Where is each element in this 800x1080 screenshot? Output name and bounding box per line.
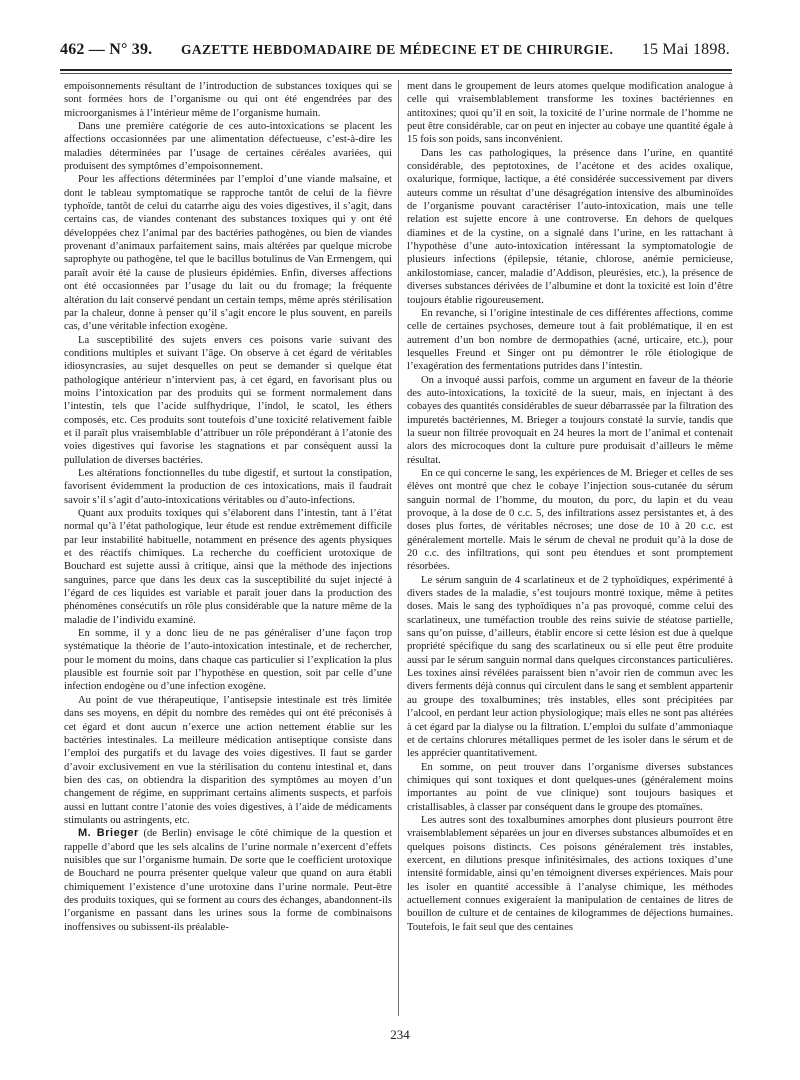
- page-number: 462 — N° 39.: [60, 41, 153, 58]
- paragraph-text: (de Berlin) envisage le côté chimique de la question et rappelle d’abord que les sels alcalins de l’urine normale n’exercent d’effets nuisibles que sur l’organisme humain. De sorte que le coefficient urotoxique de Bouchard ne pourra présenter quelque valeur que quand on aura établi chimiquement l’existence d’une urotoxine dans l’urine normale. Peut-être des produits toxiques, qui se forment au cours des échanges, abandonnent-ils l’organisme en passant dans les urines sous la forme de combinaisons inoffensives ou subissent-ils préalable-: [64, 828, 392, 933]
- paragraph: En ce qui concerne le sang, les expériences de M. Brieger et celles de ses élèves ont montré que chez le cobaye l’injection sous-cutanée du sérum sanguin normal de l’homme, du mouton, du porc, du lapin et du veau provoque, à la dose de 0 c.c. 5, des infiltrations assez persistantes et, à des doses plus fortes, de véritables nécroses; une dose de 10 à 20 c.c. est généralement mortelle. Mais le sérum de cheval ne produit qu’à la dose de 20 c.c. des infiltrations, qui sont peu étendues et sont promptement résorbées.: [407, 467, 733, 573]
- paragraph: Quant aux produits toxiques qui s’élaborent dans l’intestin, tant à l’état normal qu’à l’état pathologique, leur étude est rendue extrêmement difficile par leur instabilité habituelle, notamment en présence des agents physiques et des réactifs chimiques. La recherche du coefficient urotoxique de Bouchard est sujette aussi à critique, ainsi que la méthode des injections sanguines, parce que dans les deux cas la susceptibilité du sujet injecté à l’égard de ces liquides est variable et paraît jouer dans la production des phénomènes consécutifs un rôle plus considérable que la nature même de la maladie de l’individu examiné.: [64, 508, 392, 626]
- paragraph-brieger: [64, 827, 392, 934]
- running-head: [60, 41, 730, 67]
- header-rule-thin: [60, 73, 732, 74]
- paragraph: La susceptibilité des sujets envers ces poisons varie suivant des conditions multiples et suivant l’âge. On observe à cet égard de véritables idiosyncrasies, au sujet desquelles on peut se demander si quelque état pathologique antérieur n’intervient pas, à cet égard, en favorisant plus ou moins l’intoxication par des produits qui se forment normalement dans l’intestin, tels que l’acide sulfhydrique, l’indol, le scatol, les éthers composés, etc. Ces produits sont toutefois d’une toxicité relativement faible et il paraît plus vraisemblable d’attribuer un rôle prépondérant à l’atonie des voies digestives qui favorise les stagnations et par conséquent aussi la pullulation de diverses bactéries.: [64, 334, 392, 466]
- journal-title: GAZETTE HEBDOMADAIRE DE MÉDECINE ET DE CHIRURGIE.: [180, 42, 614, 57]
- paragraph: En somme, on peut trouver dans l’organisme diverses substances chimiques qui sont toxiques et dont quelques-unes (généralement moins importantes au point de vue clinique) sont toujours basiques et cristallisables, à classer par conséquent dans le groupe des ptomaïnes.: [407, 761, 733, 813]
- paragraph: En revanche, si l’origine intestinale de ces différentes affections, comme celle de certaines psychoses, demeure tout à fait problématique, il en est autrement d’un bon nombre de dermopathies (acné, urticaire, etc.), pour lesquelles Freund et Singer ont pu démontrer le rôle étiologique de l’exagération des fermentations putrides dans l’intestin.: [407, 307, 733, 373]
- header-rule: [60, 69, 732, 71]
- issue-date: 15 Mai 1898.: [641, 41, 730, 58]
- paragraph: Au point de vue thérapeutique, l’antisepsie intestinale est très limitée dans ses moyens, en dépit du nombre des remèdes qui ont été préconisés à cet égard et dont aucun n’exerce une action nettement établie sur les bactéries intestinales. La meilleure médication antiseptique consiste dans l’emploi des purgatifs et du lavage des voies digestives. Il faut se garder d’avoir exclusivement en vue la stérilisation du contenu intestinal et, dans bien des cas, on obtiendra la disparition des symptômes au moyen d’un changement de régime, en supprimant certains aliments suspects, et parfois aussi en luttant contre l’atonie des voies digestives, à l’aide de médicaments stimulants ou astringents, etc.: [64, 694, 392, 826]
- speaker-name: M. Brieger: [78, 827, 139, 840]
- right-column: [407, 80, 733, 1014]
- paragraph: Les altérations fonctionnelles du tube digestif, et surtout la constipation, favorisent évidemment la production de ces intoxications, mais il faudrait savoir s’il s’agit d’auto-intoxications véritables ou d’auto-infections.: [64, 467, 392, 506]
- folio-number: 234: [390, 1027, 410, 1042]
- paragraph: En somme, il y a donc lieu de ne pas généraliser d’une façon trop systématique la théorie de l’auto-intoxication intestinale, et de rechercher, pour le moment du moins, dans chaque cas particulier si l’explication la plus plausible est fournie soit par l’hypothèse en question, soit par celle d’une infection endogène ou d’une infection exogène.: [64, 628, 392, 693]
- paragraph: On a invoqué aussi parfois, comme un argument en faveur de la théorie des auto-intoxications, la toxicité de la sueur, mais, en injectant à des cobayes des quantités considérables de sueur débarrassée par la filtration des impuretés bactériennes, M. Brieger a toujours constaté la survie, tandis que la sueur non filtrée provoquait en 24 heures la mort de l’animal et contenait alors des microcoques dont la culture pure produisait d’ailleurs le même résultat.: [407, 374, 733, 466]
- column-divider: [398, 80, 399, 1016]
- paragraph: Les autres sont des toxalbumines amorphes dont plusieurs pourront être vraisemblablement séparées un jour en diverses substances albumoïdes et en quelques poisons distincts. Ces poisons généralement très instables, exercent, en dilutions presque infinitésimales, des actions toxiques d’une intensité formidable, ainsi qu’en témoignent diverses expériences. Mais pour les isoler en quantité accessible à l’analyse chimique, les méthodes actuellement connues exigeraient la manipulation de centaines de litres de bouillon de culture et de centaines de kilogrammes de déjections humaines. Toutefois, le fait seul que des centaines: [407, 814, 733, 933]
- paragraph: Le sérum sanguin de 4 scarlatineux et de 2 typhoïdiques, expérimenté à divers stades de la maladie, s’est toujours montré toxique, même à petites doses. Mais le sang des typhoïdiques n’a pas provoqué, comme celui des scarlatineux, une tuméfaction trouble des reins suivie de stéatose partielle, sans qu’on puisse, d’ailleurs, établir encore si cette lésion est due à quelque propriété spécifique du sang des scarlatineux ou si elle peut être produite aussi par le sérum sanguin normal dans quelques circonstances particulières. Les toxines ainsi révélées paraissent bien n’avoir rien de commun avec les divers ferments déjà connus qui circulent dans le sang et semblent appartenir au groupe des toxalbumines; très instables, elles sont précipitées par l’alcool, en perdant leur action physiologique; mais elles ne sont pas altérées à cet égard par la dialyse ou la filtration. L’emploi du sulfate d’ammoniaque et de certains chlorures métalliques permet de les isoler dans le sérum et de les apprécier quantitativement.: [407, 574, 733, 760]
- paragraph: Dans une première catégorie de ces auto-intoxications se placent les affections occasionnées par une alimentation défectueuse, c’est-à-dire les maladies déterminées par l’usage de certaines céréales avariées, qui produisent des symptômes d’empoisonnement.: [64, 121, 392, 173]
- paragraph: Dans les cas pathologiques, la présence dans l’urine, en quantité considérable, des peptotoxines, de l’acétone et des acides oxalique, oxalurique, formique, lactique, a été considérée successivement par divers auteurs comme un résultat d’une désagrégation intensive des albuminoïdes de l’organisme pouvant caractériser l’auto-intoxication, mais une telle relation est sujette encore à une controverse. En dehors de quelques diamines et de la cystine, on a signalé dans l’urine, en les rattachant à l’hypothèse d’une auto-intoxication intéressant la symptomatologie de plusieurs infections (épilepsie, tétanie, chlorose, anémie pernicieuse, ankilostomiase, cancer, maladie d’Addison, pleurésies, etc.), la présence de diverses substances dérivées de l’albumine et dont la toxicité est loin d’être toujours établie rigoureusement.: [407, 147, 733, 306]
- paragraph: ment dans le groupement de leurs atomes quelque modification analogue à celle qui vraisemblablement transforme les toxines bactériennes en antitoxines; quoi qu’il en soit, la toxicité de l’urine normale de l’homme ne peut être considérable, car on peut en injecter au cobaye une quantité égale à 15 fois son poids, sans inconvénient.: [407, 81, 733, 146]
- paragraph: Pour les affections déterminées par l’emploi d’une viande malsaine, et dont le tableau symptomatique se rapproche tantôt de celui de la fièvre typhoïde, tantôt de celui du catarrhe aigu des voies digestives, il s’agit, dans certains cas, de viandes contenant des substances toxiques qui y ont été développées chez l’animal par des bactéries pathogènes, ou bien de viandes provenant d’animaux parfaitement sains, mais altérées par quelque microbe saprophyte ou pathogène, tel que le bacillus botulinus de Van Ermengem, qui paraît avoir été la cause de plusieurs épidémies. Enfin, diverses affections ont été occasionnées par l’usage du lait ou du fromage; la fréquente altération du lait conservé pendant un certain temps, même après stérilisation par la chaleur, donne à penser qu’il s’agit encore le plus souvent, en pareils cas, d’une véritable infection exogène.: [64, 174, 392, 333]
- paragraph: empoisonnements résultant de l’introduction de substances toxiques qui se sont formées hors de l’organisme ou qui ont été engendrées par des microorganismes à l’intérieur même de l’organisme humain.: [64, 81, 392, 119]
- left-column: [64, 80, 392, 1014]
